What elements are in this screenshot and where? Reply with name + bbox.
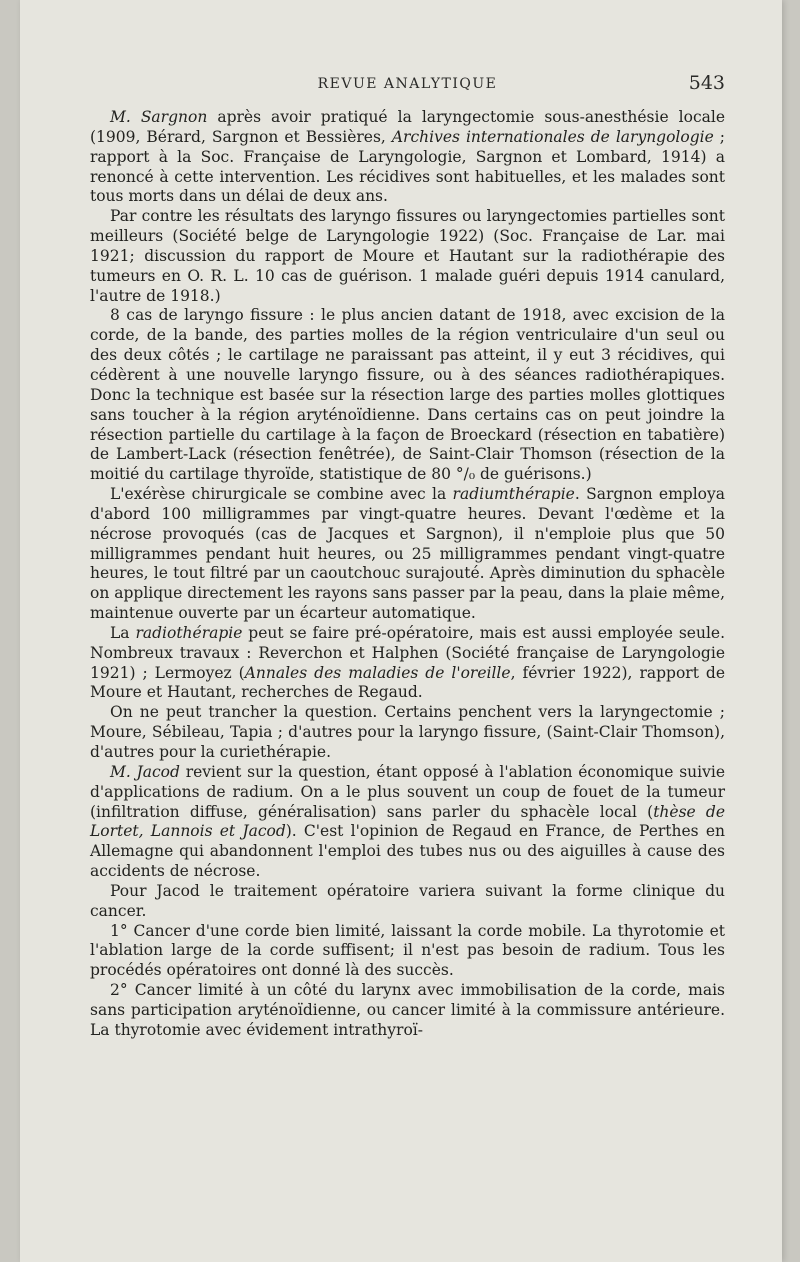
- page-number: 543: [688, 72, 725, 94]
- text-run: après avoir pratiqué la laryngectomie sous-anesthésie locale (1909, Bérard, Sargnon et Bessières,: [90, 108, 725, 146]
- italic-text: M. Jacod: [110, 762, 180, 781]
- text-run: , février 1922), rapport de Moure et Hautant, recherches de Regaud.: [90, 663, 725, 702]
- paragraph: [90, 763, 725, 882]
- text-run: ). C'est l'opinion de Regaud en France, de Perthes en Allemagne qui abandonnent l'emploi des tubes nus ou des aiguilles à cause des accidents de nécrose.: [90, 822, 725, 881]
- paragraph: [90, 207, 725, 306]
- paragraph: [90, 485, 725, 624]
- italic-text: M. Sargnon: [110, 108, 208, 126]
- text-run: . Sargnon employa d'abord 100 milligrammes par vingt-quatre heures. Devant l'œdème et la nécrose provoqués (cas de Jacques et Sargnon), il n'emploie plus que 50 milligrammes pendant huit heures, ou 25 milligrammes pendant vingt-quatre heures, le tout filtré par un caoutchouc surajouté. Après diminution du sphacèle on applique directement les rayons sans passer par la peau, dans la plaie même, maintenue ouverte par un écarteur automatique.: [90, 485, 725, 623]
- paragraph: [90, 703, 725, 763]
- text-run: L'exérèse chirurgicale se combine avec la: [110, 485, 453, 504]
- running-title: REVUE ANALYTIQUE: [317, 76, 498, 92]
- paragraph: [90, 981, 725, 1041]
- italic-text: thèse de Lortet, Lannois et Jacod: [90, 802, 725, 841]
- text-run: 1° Cancer d'une corde bien limité, laissant la corde mobile. La thyrotomie et l'ablation large de la corde suffisent; il n'est pas besoin de radium. Tous les procédés opératoires ont donné là des succès.: [90, 921, 725, 980]
- paragraph: [90, 922, 725, 982]
- text-run: ; rapport à la Soc. Française de Laryngologie, Sargnon et Lombard, 1914) a renoncé à cette intervention. Les récidives sont habituelles, et les malades sont tous morts dans un délai de deux ans.: [90, 127, 725, 206]
- paragraph: [90, 306, 725, 485]
- text-run: Par contre les résultats des laryngo fissures ou laryngectomies partielles sont meilleurs (Société belge de Laryngologie 1922) (Soc. Française de Lar. mai 1921; discussion du rapport de Moure et Hautant sur la radiothérapie des tumeurs en O. R. L. 10 cas de guérison. 1 malade guéri depuis 1914 canulard, l'autre de 1918.): [90, 207, 725, 305]
- text-run: 8 cas de laryngo fissure : le plus ancien datant de 1918, avec excision de la corde, de la bande, des parties molles de la région ventriculaire d'un seul ou des deux côtés ; le cartilage ne paraissant pas atteint, il y eut 3 récidives, qui cédèrent à une nouvelle laryngo fissure, ou à des séances radiothérapiques. Donc la technique est basée sur la résection large des parties molles glottiques sans toucher à la région aryténoïdienne. Dans certains cas on peut joindre la résection partielle du cartilage à la façon de Broeckard (résection en tabatière) de Lambert-Lack (résection fenêtrée), de Saint-Clair Thomson (résection de la moitié du cartilage thyroïde, statistique de 80 °/₀ de guérisons.): [90, 306, 725, 484]
- text-run: La: [110, 623, 136, 642]
- text-run: peut se faire pré-opératoire, mais est aussi employée seule. Nombreux travaux : Reverchon et Halphen (Société française de Laryngologie 1921) ; Lermoyez (: [90, 623, 725, 682]
- document-page: [20, 0, 782, 1262]
- text-run: Pour Jacod le traitement opératoire variera suivant la forme clinique du cancer.: [90, 881, 725, 920]
- italic-text: Annales des maladies de l'oreille: [244, 663, 511, 682]
- body-text: [90, 108, 725, 1041]
- paragraph: [90, 108, 725, 207]
- text-run: 2° Cancer limité à un côté du larynx avec immobilisation de la corde, mais sans participation aryténoïdienne, ou cancer limité à la commissure antérieure. La thyrotomie avec évidement intrathyroï-: [90, 981, 725, 1039]
- italic-text: radiumthérapie: [452, 485, 575, 504]
- paragraph: [90, 624, 725, 703]
- text-run: revient sur la question, étant opposé à l'ablation économique suivie d'applications de radium. On a le plus souvent un coup de fouet de la tumeur (infiltration diffuse, généralisation) sans parler du sphacèle local (: [90, 762, 725, 821]
- page-header: [90, 72, 725, 98]
- italic-text: Archives internationales de laryngologie: [391, 127, 714, 146]
- italic-text: radiothérapie: [135, 623, 243, 642]
- text-run: On ne peut trancher la question. Certains penchent vers la laryngectomie ; Moure, Sébileau, Tapia ; d'autres pour la laryngo fissure, (Saint-Clair Thomson), d'autres pour la curiethérapie.: [90, 703, 725, 761]
- paragraph: [90, 882, 725, 922]
